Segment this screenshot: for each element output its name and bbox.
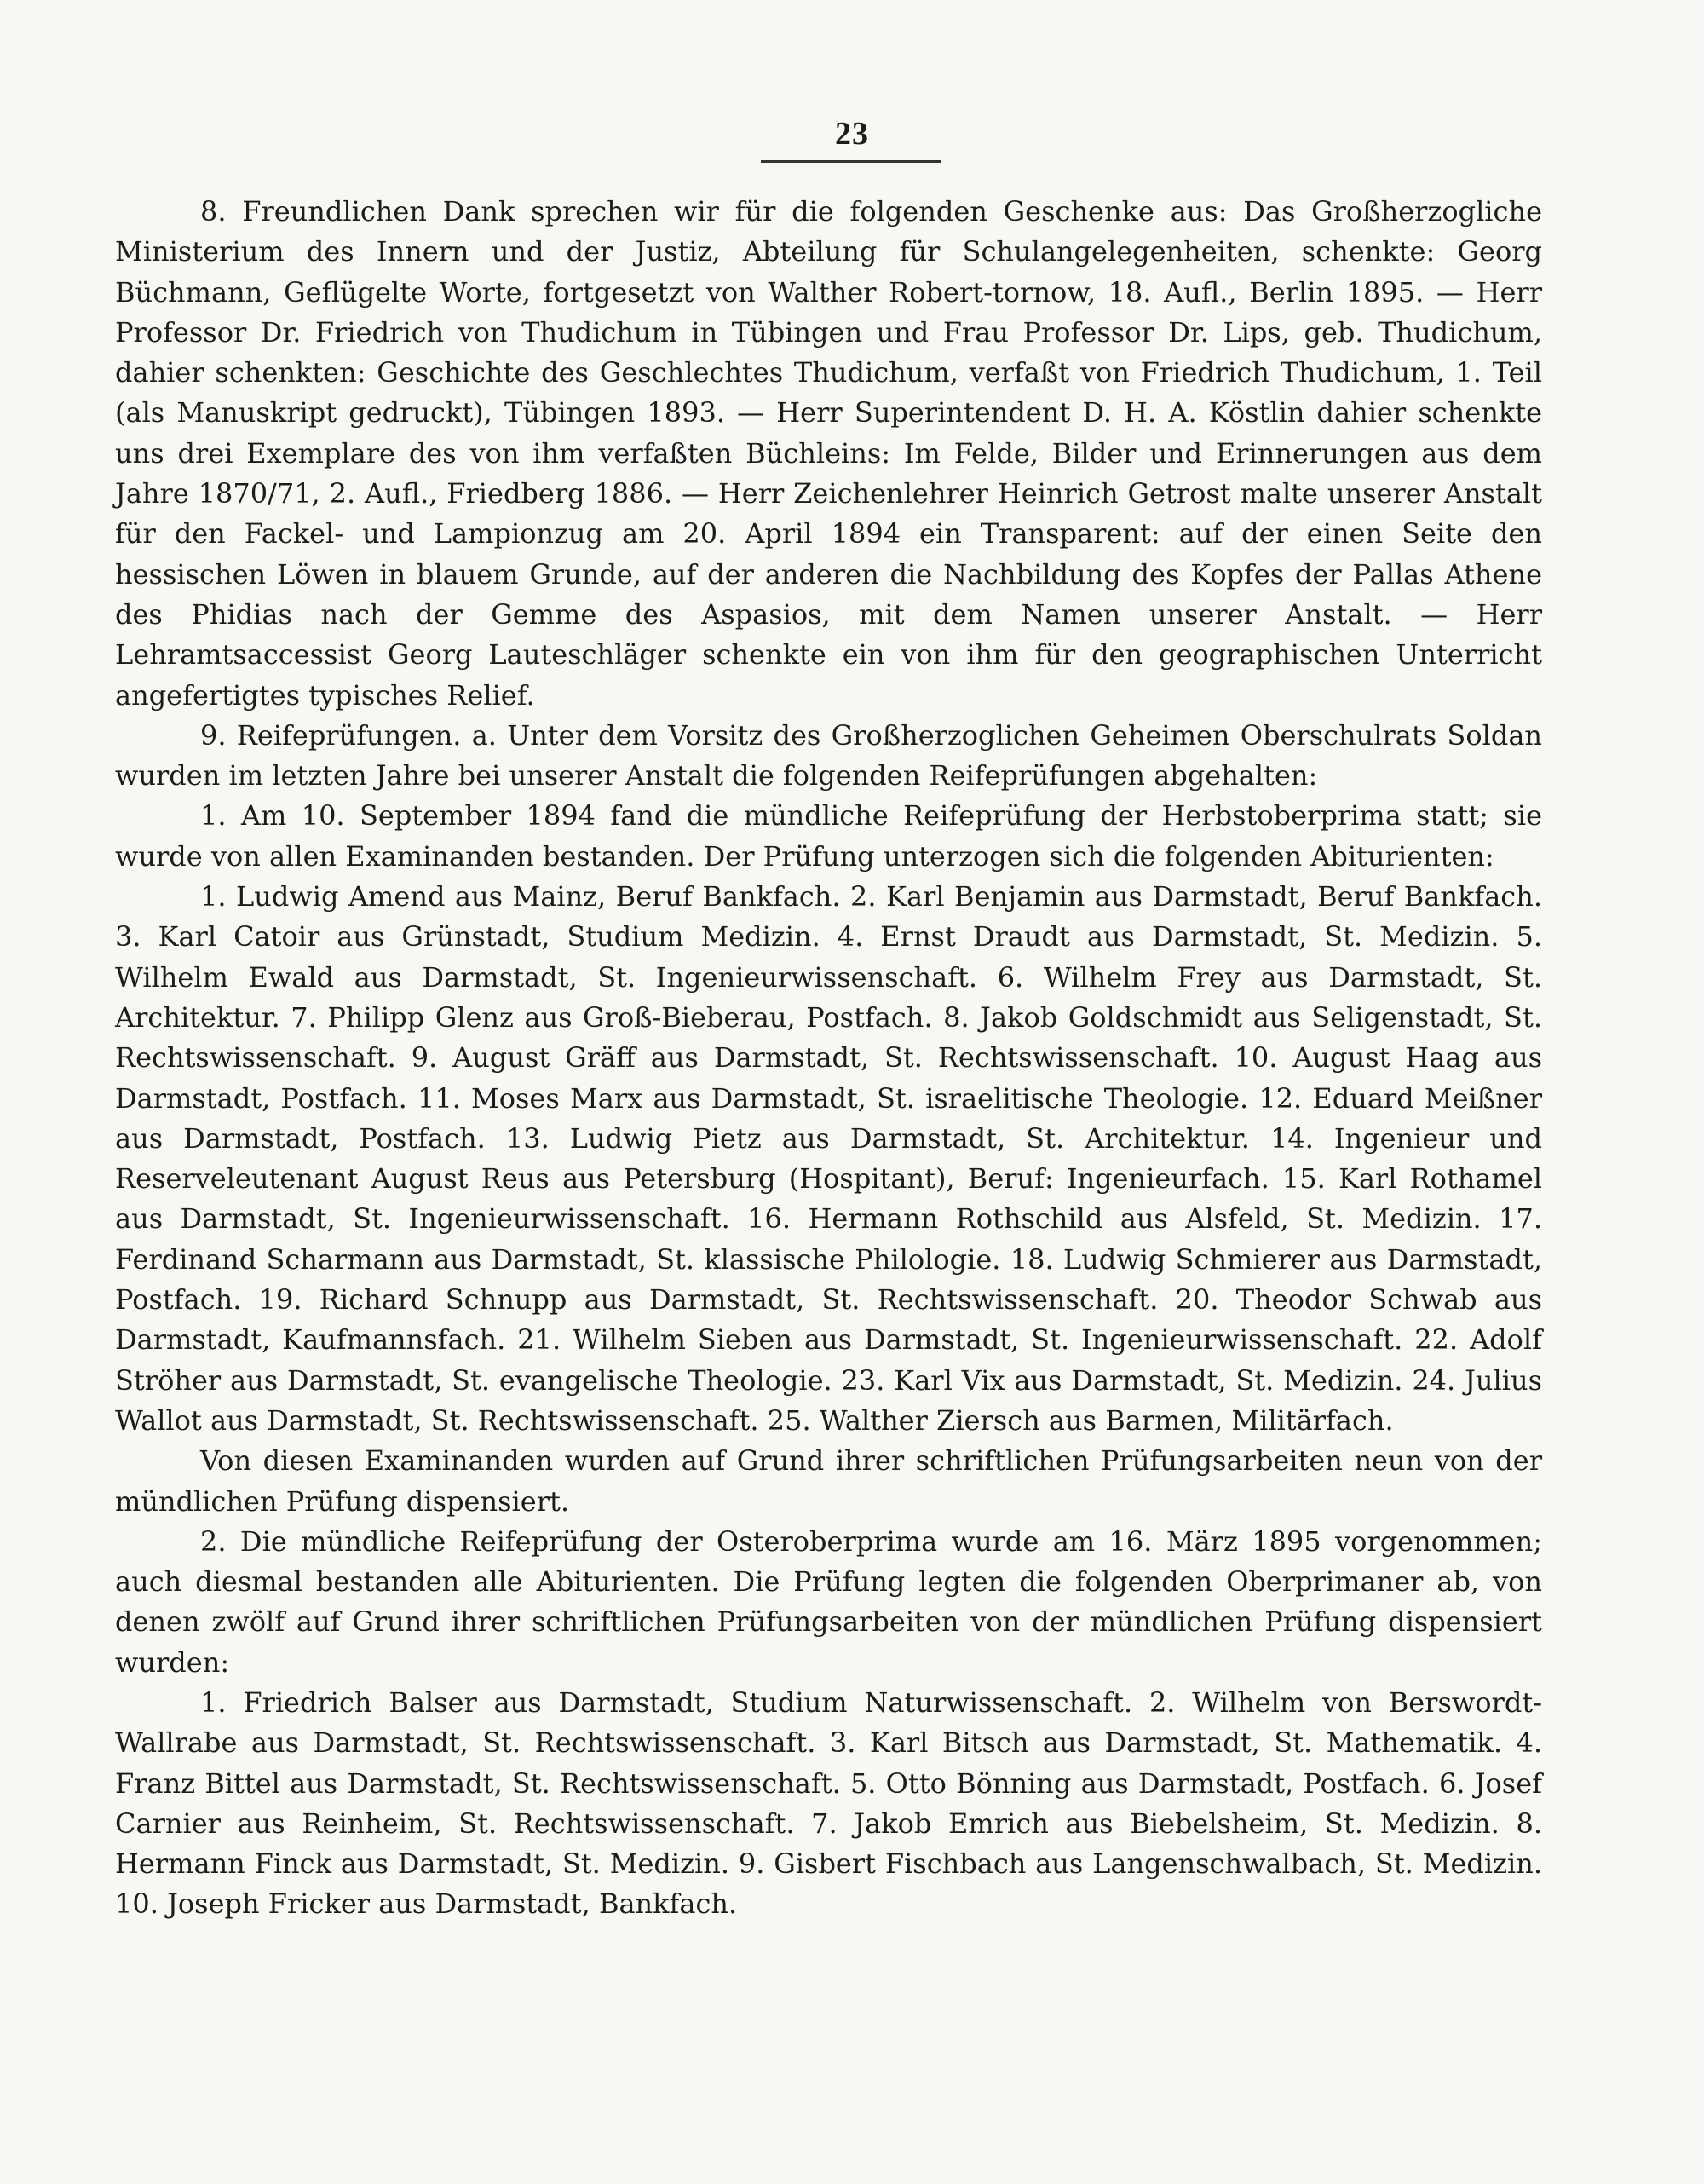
paragraph-oster-exam: 2. Die mündliche Reifeprüfung der Osteroberprima wurde am 16. März 1895 vorgenommen; auch diesmal bestanden alle Abiturienten. Die Prüfung legten die folgenden Oberprimaner ab, von denen zwölf auf Grund ihrer schriftlichen Prüfungsarbeiten von der mündlichen Prüfung dispensiert wurden: <box>115 1524 1542 1679</box>
body-text <box>115 192 1542 1925</box>
page-number-rule <box>761 160 941 163</box>
paragraph-herbst-dispensed: Von diesen Examinanden wurden auf Grund ihrer schriftlichen Prüfungsarbeiten neun von der mündlichen Prüfung dispensiert. <box>115 1444 1542 1518</box>
paragraph-herbst-candidates: 1. Ludwig Amend aus Mainz, Beruf Bankfach. 2. Karl Benjamin aus Darmstadt, Beruf Bankfach. 3. Karl Catoir aus Grünstadt, Studium Medizin. 4. Ernst Draudt aus Darmstadt, St. Medizin. 5. Wilhelm Ewald aus Darmstadt, St. Ingenieurwissenschaft. 6. Wilhelm Frey aus Darmstadt, St. Architektur. 7. Philipp Glenz aus Groß-Bieberau, Postfach. 8. Jakob Goldschmidt aus Seligenstadt, St. Rechtswissenschaft. 9. August Gräff aus Darmstadt, St. Rechtswissenschaft. 10. August Haag aus Darmstadt, Postfach. 11. Moses Marx aus Darmstadt, St. israelitische Theologie. 12. Eduard Meißner aus Darmstadt, Postfach. 13. Ludwig Pietz aus Darmstadt, St. Architektur. 14. Ingenieur und Reserveleutenant August Reus aus Petersburg (Hospitant), Beruf: Ingenieurfach. 15. Karl Rothamel aus Darmstadt, St. Ingenieurwissenschaft. 16. Hermann Rothschild aus Alsfeld, St. Medizin. 17. Ferdinand Scharmann aus Darmstadt, St. klassische Philologie. 18. Ludwig Schmierer aus Darmstadt, Postfach. 19. Richard Schnupp aus Darmstadt, St. Rechtswissenschaft. 20. Theodor Schwab aus Darmstadt, Kaufmannsfach. 21. Wilhelm Sieben aus Darmstadt, St. Ingenieurwissenschaft. 22. Adolf Ströher aus Darmstadt, St. evangelische Theologie. 23. Karl Vix aus Darmstadt, St. Medizin. 24. Julius Wallot aus Darmstadt, St. Rechtswissenschaft. 25. Walther Ziersch aus Barmen, Militärfach. <box>115 880 1542 1437</box>
paragraph-reifepruefungen-intro: 9. Reifeprüfungen. a. Unter dem Vorsitz des Großherzoglichen Geheimen Oberschulrats Soldan wurden im letzten Jahre bei unserer Anstalt die folgenden Reifeprüfungen abgehalten: <box>115 718 1542 792</box>
paragraph-gifts: 8. Freundlichen Dank sprechen wir für die folgenden Geschenke aus: Das Großherzogliche Ministerium des Innern und der Justiz, Abteilung für Schulangelegenheiten, schenkte: Georg Büchmann, Geflügelte Worte, fortgesetzt von Walther Robert-tornow, 18. Aufl., Berlin 1895. — Herr Professor Dr. Friedrich von Thudichum in Tübingen und Frau Professor Dr. Lips, geb. Thudichum, dahier schenkten: Geschichte des Geschlechtes Thudichum, verfaßt von Friedrich Thudichum, 1. Teil (als Manuskript gedruckt), Tübingen 1893. — Herr Superintendent D. H. A. Köstlin dahier schenkte uns drei Exemplare des von ihm verfaßten Büchleins: Im Felde, Bilder und Erinnerungen aus dem Jahre 1870/71, 2. Aufl., Friedberg 1886. — Herr Zeichenlehrer Heinrich Getrost malte unserer Anstalt für den Fackel- und Lampionzug am 20. April 1894 ein Transparent: auf der einen Seite den hessischen Löwen in blauem Grunde, auf der anderen die Nachbildung des Kopfes der Pallas Athene des Phidias nach der Gemme des Aspasios, mit dem Namen unserer Anstalt. — Herr Lehramtsaccessist Georg Lauteschläger schenkte ein von ihm für den geographischen Unterricht angefertigtes typisches Relief. <box>115 195 1542 712</box>
paragraph-herbst-exam: 1. Am 10. September 1894 fand die mündliche Reifeprüfung der Herbstoberprima statt; sie wurde von allen Examinanden bestanden. Der Prüfung unterzogen sich die folgenden Abiturienten: <box>115 799 1542 873</box>
page-number: 23 <box>835 116 869 152</box>
paragraph-oster-candidates: 1. Friedrich Balser aus Darmstadt, Studium Naturwissenschaft. 2. Wilhelm von Berswordt-Wallrabe aus Darmstadt, St. Rechtswissenschaft. 3. Karl Bitsch aus Darmstadt, St. Mathematik. 4. Franz Bittel aus Darmstadt, St. Rechtswissenschaft. 5. Otto Bönning aus Darmstadt, Postfach. 6. Josef Carnier aus Reinheim, St. Rechtswissenschaft. 7. Jakob Emrich aus Biebelsheim, St. Medizin. 8. Hermann Finck aus Darmstadt, St. Medizin. 9. Gisbert Fischbach aus Langenschwalbach, St. Medizin. 10. Joseph Fricker aus Darmstadt, Bankfach. <box>115 1686 1542 1921</box>
